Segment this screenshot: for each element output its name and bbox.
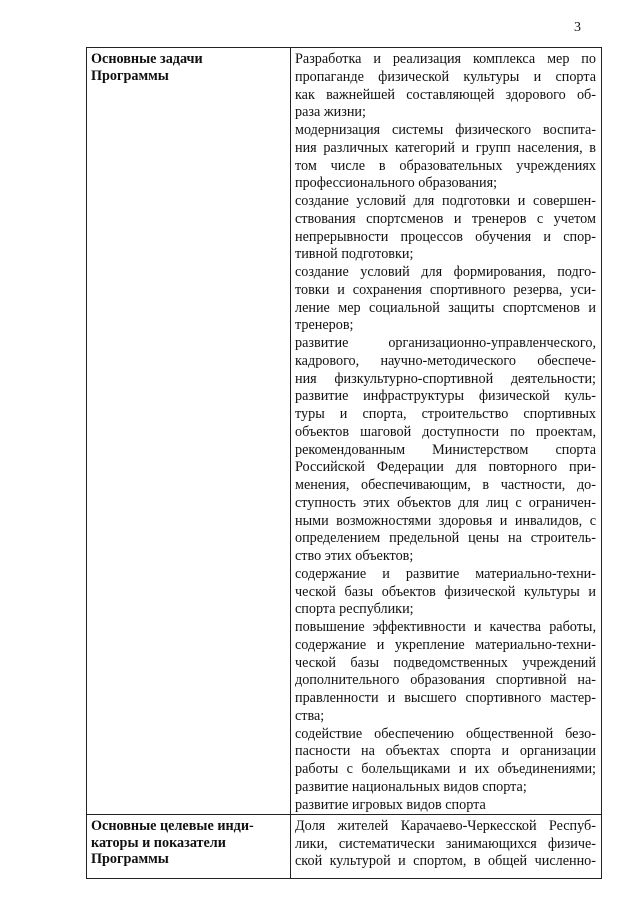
row-label-line: Основные целевые инди- (91, 818, 254, 835)
content-text-line: ской культурой и спортом, в общей численно- (295, 853, 596, 870)
program-passport-table (86, 47, 602, 879)
content-text-line: развитие национальных видов спорта; (295, 778, 527, 795)
content-text-line: ление мер социальной защиты спортсменов и (295, 299, 596, 316)
content-text-line: непрерывности процессов обучения и спор- (295, 228, 596, 245)
content-text-line: Российской Федерации для повторного при- (295, 459, 596, 476)
content-text-line: ступность этих объектов для лиц с ограничен- (295, 494, 596, 511)
content-text-line: кадрового, научно-методического обеспече- (295, 352, 596, 369)
content-text-line: пасности на объектах спорта и организации (295, 743, 596, 760)
content-text-line: повышение эффективности и качества работы, (295, 619, 596, 635)
row-label-line: Программы (91, 851, 169, 868)
content-text-line: ческой базы объектов физической культуры и (295, 583, 596, 600)
content-text-line: содействие обеспечению общественной безо- (295, 725, 596, 742)
row-label-line: каторы и показатели (91, 834, 226, 851)
row-label-cell (87, 48, 291, 815)
content-text-line: профессионального образования; (295, 175, 498, 192)
content-text-line: содержание и укрепление материально-техни- (295, 636, 596, 653)
content-text-line: ния физкультурно-спортивной деятельности; (295, 370, 596, 387)
table-row (87, 48, 602, 815)
content-text-line: товки и сохранения спортивного резерва, уси- (295, 281, 596, 298)
content-text-line: правленности и высшего спортивного мастер- (295, 690, 596, 706)
content-text-line: развитие организационно-управленческого, (295, 335, 596, 351)
content-text-line: содержание и развитие материально-техни- (295, 565, 596, 582)
content-text-line: модернизация системы физического воспита- (295, 122, 596, 138)
content-text-line: туры и спорта, строительство спортивных (295, 406, 596, 422)
content-text-line: тренеров; (295, 317, 354, 334)
content-text-line: дополнительного образования спортивной на- (295, 672, 596, 689)
content-text-line: определением предельной цены на строитель- (295, 530, 596, 547)
row-label-cell (87, 815, 291, 879)
content-text-line: развитие игровых видов спорта (295, 796, 486, 813)
content-text-line: работы с болельщиками и их объединениями; (295, 761, 596, 777)
content-text-line: лики, систематически занимающихся физиче- (295, 835, 596, 852)
content-text-line: ствования спортсменов и тренеров с учетом (295, 210, 596, 227)
content-text-line: том числе в образовательных учреждениях (295, 157, 596, 174)
content-text-line: менения, обеспечивающим, в частности, до- (295, 477, 596, 493)
content-text-line: создание условий для формирования, подго- (295, 264, 596, 280)
content-text-line: ными возможностями здоровья и инвалидов, с (295, 512, 596, 529)
content-text-line: тивной подготовки; (295, 246, 414, 263)
table-row (87, 815, 602, 879)
content-text-line: как важнейшей составляющей здорового об- (295, 86, 596, 103)
content-text-line: ство этих объектов; (295, 548, 414, 564)
content-text-line: Доля жителей Карачаево-Черкесской Респуб- (295, 818, 596, 835)
page-number: 3 (574, 20, 581, 35)
row-content-cell (291, 815, 602, 879)
row-content-cell (291, 48, 602, 815)
row-label-line: Основные задачи (91, 51, 203, 67)
content-text-line: развитие инфраструктуры физической куль- (295, 388, 596, 405)
content-text-line: спорта республики; (295, 601, 414, 618)
row-label-line: Программы (91, 67, 169, 84)
content-text-line: ческой базы подведомственных учреждений (295, 654, 596, 671)
content-text-line: ния различных категорий и групп населения, в (295, 139, 596, 156)
content-text-line: ства; (295, 707, 325, 724)
content-text-line: Разработка и реализация комплекса мер по (295, 51, 596, 67)
content-text-line: создание условий для подготовки и совершен- (295, 193, 596, 209)
content-text-line: рекомендованным Министерством спорта (295, 441, 596, 458)
content-text-line: объектов шаговой доступности по проектам, (295, 423, 596, 440)
content-text-line: пропаганде физической культуры и спорта (295, 68, 596, 85)
content-text-line: раза жизни; (295, 104, 366, 121)
